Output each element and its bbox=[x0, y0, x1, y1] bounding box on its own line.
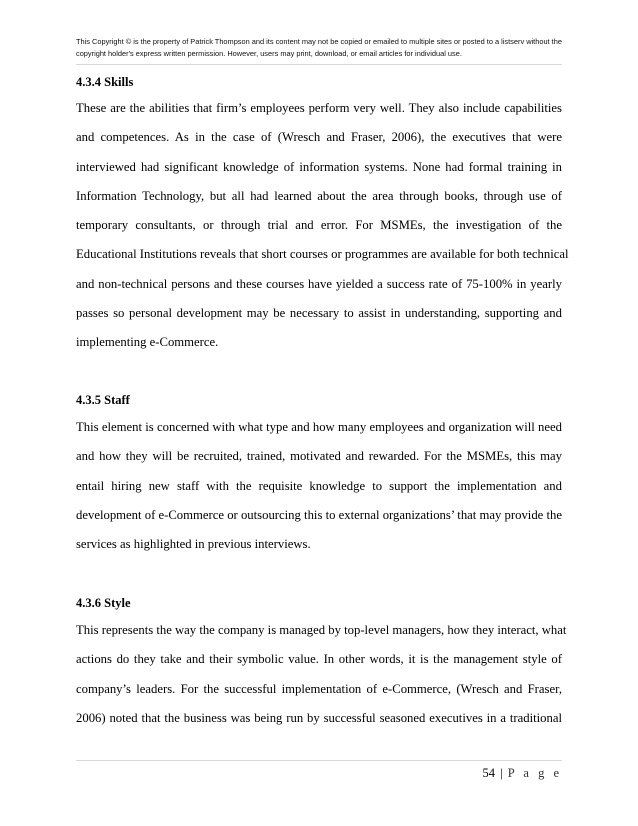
text-line: interviewed had significant knowledge of information systems. None had formal training in bbox=[76, 159, 562, 174]
text-line: Information Technology, but all had learned about the area through books, through use of bbox=[76, 188, 562, 203]
page-number-separator: | bbox=[500, 766, 503, 780]
text-line: and non-technical persons and these courses have yielded a success rate of 75-100% in yearly bbox=[76, 276, 562, 291]
section-body-skills bbox=[76, 94, 569, 358]
section-heading-style: 4.3.6 Style bbox=[76, 596, 131, 610]
text-line: and competences. As in the case of (Wresch and Fraser, 2006), the executives that were bbox=[76, 130, 562, 145]
text-line: actions do they take and their symbolic value. In other words, it is the management style of bbox=[76, 652, 562, 667]
section-body-staff bbox=[76, 413, 562, 559]
section-heading-skills: 4.3.4 Skills bbox=[76, 75, 134, 89]
section-body-style bbox=[76, 616, 567, 733]
text-line: Educational Institutions reveals that short courses or programmes are available for both technical bbox=[76, 247, 569, 262]
text-line: development of e-Commerce or outsourcing this to external organizations’ that may provide the bbox=[76, 507, 562, 522]
page-number bbox=[440, 765, 562, 781]
copyright-notice bbox=[76, 36, 566, 59]
page-word: P a g e bbox=[507, 766, 562, 780]
text-line: temporary consultants, or through trial and error. For MSMEs, the investigation of the bbox=[76, 218, 562, 233]
text-line: and how they will be recruited, trained, motivated and rewarded. For the MSMEs, this may bbox=[76, 449, 562, 464]
text-line: This element is concerned with what type and how many employees and organization will need bbox=[76, 420, 562, 434]
footer-divider bbox=[76, 760, 562, 761]
text-line: passes so personal development may be necessary to assist in understanding, supporting and bbox=[76, 306, 562, 321]
text-line: 2006) noted that the business was being run by successful seasoned executives in a traditional bbox=[76, 710, 562, 725]
text-line: This represents the way the company is managed by top-level managers, how they interact, what bbox=[76, 623, 567, 637]
section-heading-staff: 4.3.5 Staff bbox=[76, 393, 130, 407]
header-divider bbox=[76, 64, 562, 65]
page-number-value: 54 bbox=[482, 766, 496, 780]
text-line: services as highlighted in previous interviews. bbox=[76, 537, 311, 552]
text-line: entail hiring new staff with the requisite knowledge to support the implementation and bbox=[76, 478, 562, 493]
copyright-line: copyright holder's express written permission. However, users may print, download, or email articles for individual use. bbox=[76, 48, 462, 58]
copyright-line: This Copyright © is the property of Patrick Thompson and its content may not be copied or emailed to multiple sites or posted to a listserv without the bbox=[76, 37, 562, 46]
text-line: These are the abilities that firm’s employees perform very well. They also include capabilities bbox=[76, 101, 562, 115]
text-line: company’s leaders. For the successful implementation of e-Commerce, (Wresch and Fraser, bbox=[76, 681, 562, 696]
text-line: implementing e-Commerce. bbox=[76, 335, 219, 350]
